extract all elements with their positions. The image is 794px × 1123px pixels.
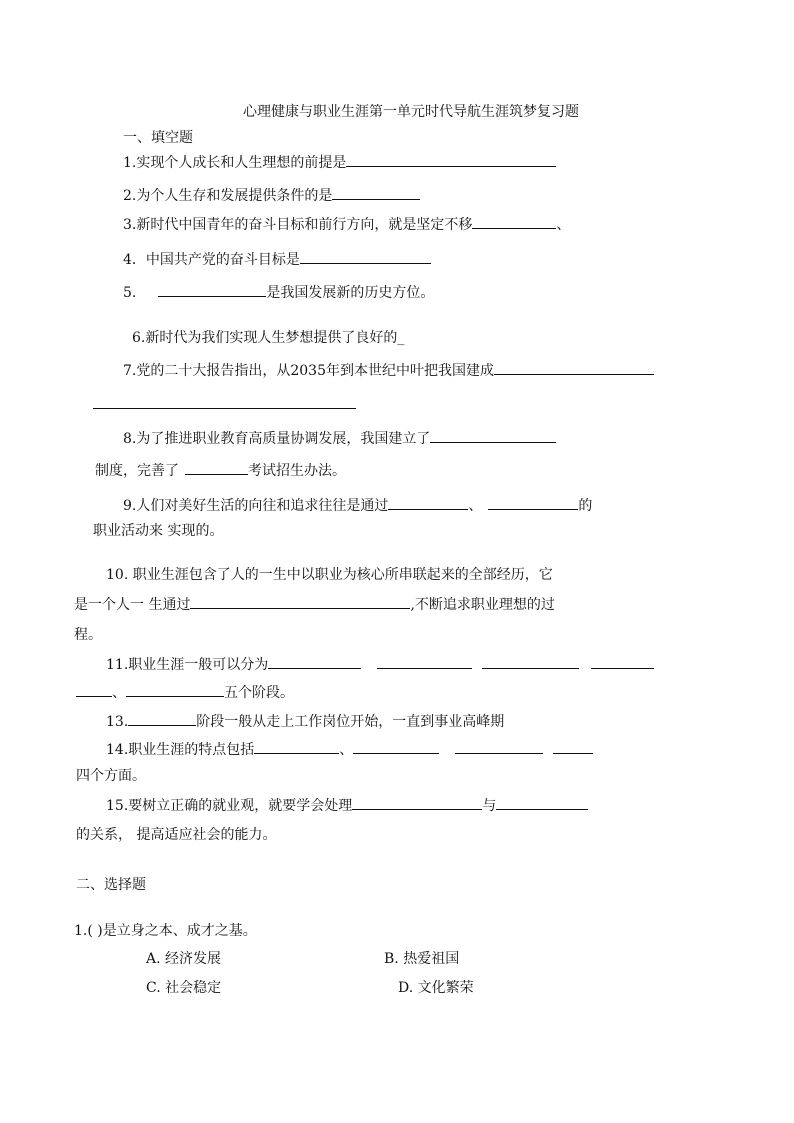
answer-blank [76,683,112,697]
answer-blank [332,186,420,200]
question-4 [123,250,431,269]
question-11 [106,655,654,674]
question-number: 13. [106,714,129,730]
answer-blank [268,655,361,669]
answer-blank [388,496,468,510]
answer-blank [455,740,543,754]
question-10-continuation [74,595,555,614]
answer-blank [494,361,654,375]
answer-blank [126,683,224,697]
answer-blank [377,655,472,669]
question-text: 的 [578,498,593,514]
question-15 [106,796,588,815]
question-3 [123,215,570,234]
answer-blank [488,496,578,510]
question-text: 8.为了推进职业教育高质量协调发展，我国建立了 [123,431,431,447]
section-heading-multiple-choice: 二、选择题 [76,877,146,893]
mc-question-1: 1.( )是立身之本、成才之基。 [74,923,257,939]
question-text: 9.人们对美好生活的向往和追求往往是通过 [123,498,389,514]
question-8 [123,429,556,448]
question-7-continuation [93,395,356,414]
question-8-continuation [95,461,346,480]
answer-blank [482,655,579,669]
answer-blank [128,712,196,726]
page-title: 心理健康与职业生涯第一单元时代导航生涯筑梦复习题 [243,104,579,120]
answer-blank [346,153,556,167]
mc-option-d: D. 文化繁荣 [398,980,474,996]
question-text: 2.为个人生存和发展提供条件的是 [123,188,333,204]
answer-blank [158,283,266,297]
answer-blank [352,796,482,810]
question-11-continuation [76,683,294,702]
question-7 [123,361,654,380]
question-text: 阶段一般从走上工作岗位开始，一直到事业高峰期 [196,714,505,730]
answer-blank [553,740,593,754]
answer-blank [496,796,588,810]
answer-blank [93,395,356,409]
question-15-continuation: 的关系， 提高适应社会的能力。 [76,827,277,843]
question-text: 五个阶段。 [224,685,294,701]
answer-blank [254,740,339,754]
answer-blank [185,461,248,475]
question-5 [123,283,434,302]
separator: 、 [468,498,483,514]
separator: 、 [339,742,354,758]
question-13 [106,712,504,731]
question-text: 考试招生办法。 [248,463,346,479]
answer-blank [472,215,556,229]
question-text: 15.要树立正确的就业观，就要学会处理 [106,798,353,814]
question-2 [123,186,420,205]
question-6: 6.新时代为我们实现人生梦想提供了良好的_ [132,330,405,346]
question-text: 制度，完善了 [95,463,179,479]
question-9 [123,496,592,515]
question-text: 14.职业生涯的特点包括 [106,742,255,758]
separator: 、 [112,685,126,701]
separator: 、 [556,217,571,233]
question-text: ,不断追求职业理想的过 [410,597,555,613]
question-text: 与 [482,798,497,814]
question-text: 1.实现个人成长和人生理想的前提是 [123,155,347,171]
answer-blank [190,595,410,609]
mc-option-c: C. 社会稳定 [146,980,222,996]
question-number: 5. [123,285,137,301]
mc-option-a: A. 经济发展 [146,951,222,967]
question-text: 7.党的二十大报告指出，从2035年到本世纪中叶把我国建成 [123,363,494,379]
question-10-end: 程。 [74,627,102,643]
answer-blank [591,655,654,669]
question-text: 是一个人一 生通过 [74,597,191,613]
question-text: 是我国发展新的历史方位。 [266,285,435,301]
question-10: 10. 职业生涯包含了人的一生中以职业为核心所串联起来的全部经历，它 [106,567,553,583]
question-text: 11.职业生涯一般可以分为 [106,657,269,673]
answer-blank [300,250,431,264]
question-14-continuation: 四个方面。 [76,768,146,784]
answer-blank [353,740,439,754]
answer-blank [430,429,556,443]
section-heading-fill-blank: 一、填空题 [123,130,193,146]
question-text: 3.新时代中国青年的奋斗目标和前行方向，就是坚定不移 [123,217,473,233]
mc-option-b: B. 热爱祖国 [384,951,460,967]
question-9-continuation: 职业活动来 实现的。 [93,523,224,539]
question-14 [106,740,593,759]
question-1 [123,153,556,172]
question-text: 4．中国共产党的奋斗目标是 [123,252,300,268]
